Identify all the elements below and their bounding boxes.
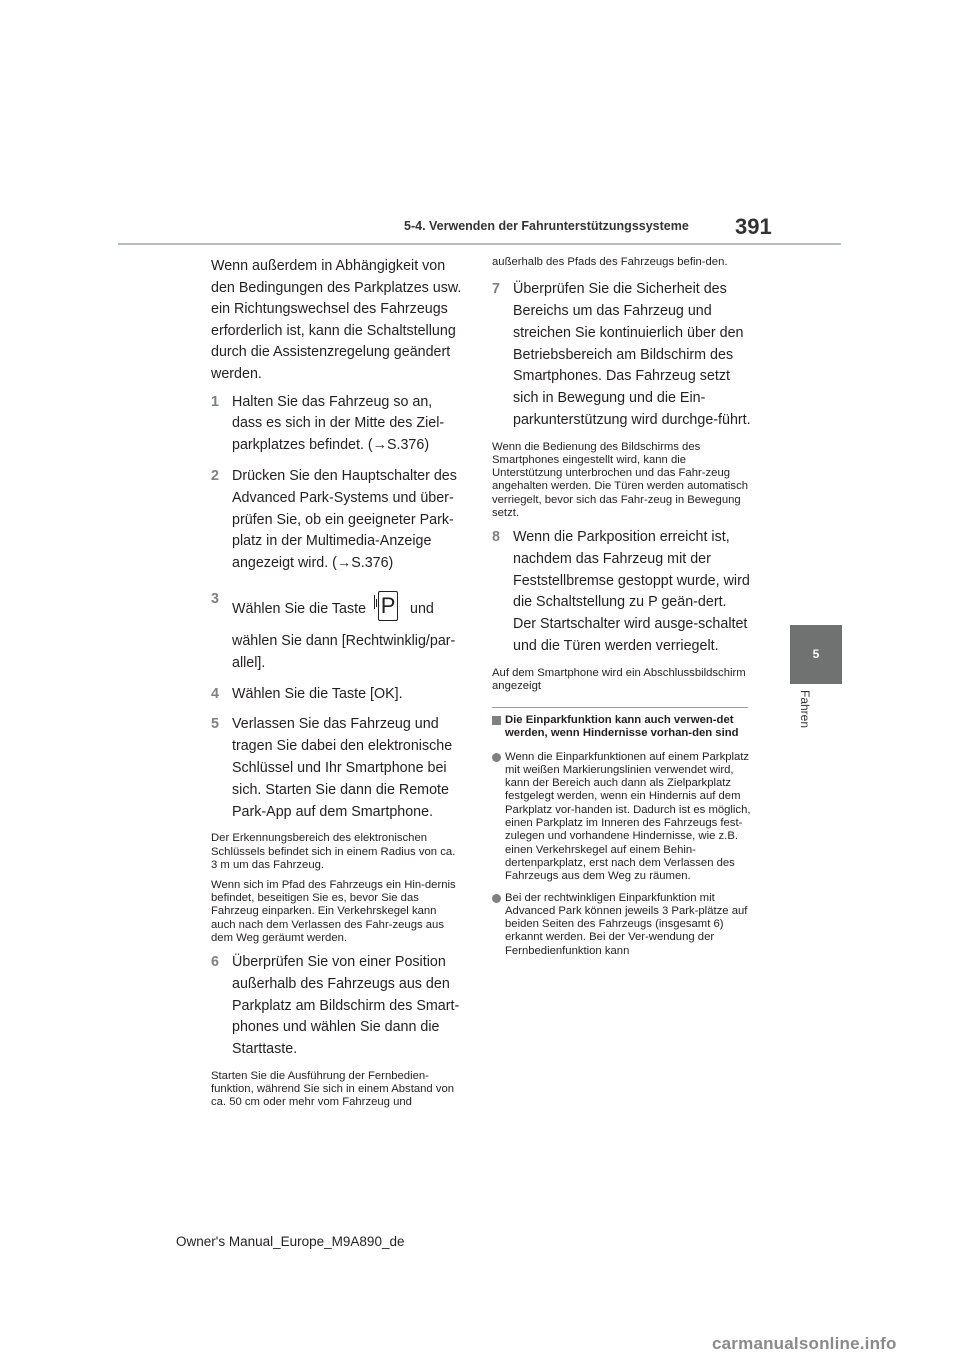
step-number: 1	[211, 393, 219, 410]
step-6	[211, 952, 463, 1061]
list-item-text: Wenn die Einparkfunktionen auf einem Parkplatz mit weißen Markierungslinien verwendet wird, kann der Bereich auch dann als Zielparkplatz festgelegt werden, wenn ein Hindernis auf dem Parkplatz vor-handen ist. Dadurch ist es möglich, einen Parkplatz im Inneren des Fahrzeugs fest-zulegen und vorhandene Hindernisse, wie z.B. einen Verkehrskegel auf einem Behin-dertenparkplatz, erst nach dem Verlassen des Fahrzeugs aus dem Weg zu räumen.	[505, 750, 751, 883]
step-text: Wenn die Parkposition erreicht ist, nachdem das Fahrzeug mit der Feststellbremse gestoppt wurde, wird die Schaltstellung zu P geän-dert. Der Startschalter wird ausge-schaltet und die Türen werden verriegelt.	[513, 529, 750, 654]
step-text-after: und	[410, 600, 434, 617]
step-text-before: Wählen Sie die Taste	[232, 600, 367, 617]
step-number: 6	[211, 953, 219, 970]
list-item	[492, 751, 752, 884]
section-heading	[492, 714, 752, 740]
step-4	[211, 684, 463, 706]
list-item-text: Bei der rechtwinkligen Einparkfunktion mit Advanced Park können jeweils 3 Park-plätze auf beiden Seiten des Fahrzeugs (insgesamt 6) erkannt werden. Bei der Ver-wendung der Fernbedienfunktion kann	[505, 891, 748, 957]
step-text: Halten Sie das Fahrzeug so an, dass es sich in der Mitte des Ziel-parkplatzes befindet. (→S.376)	[232, 393, 445, 454]
chapter-tab: 5	[790, 625, 842, 684]
step-number: 2	[211, 467, 219, 484]
page-number: 391	[735, 214, 772, 239]
step-1	[211, 392, 463, 457]
left-column	[211, 256, 463, 1117]
note: Auf dem Smartphone wird ein Abschlussbildschirm angezeigt	[492, 666, 746, 692]
list-item	[492, 892, 752, 958]
watermark: carmanualsonline.info	[712, 1334, 897, 1353]
step-number: 7	[492, 281, 500, 298]
step-8	[492, 527, 752, 658]
right-column	[492, 256, 752, 966]
step-text: Verlassen Sie das Fahrzeug und tragen Sie dabei den elektronische Schlüssel und Ihr Smartphone bei sich. Starten Sie dann die Remote Park-App auf dem Smartphone.	[232, 716, 453, 820]
step-text-line2: wählen Sie dann [Rechtwinklig/par-allel].	[232, 632, 456, 671]
section-divider	[492, 707, 748, 708]
icon-glyph: P	[378, 591, 398, 621]
step-text: Drücken Sie den Hauptschalter des Advanced Park-Systems und über-prüfen Sie, ob ein geeigneter Park-platz in der Multimedia-Anzeige angezeigt wird. (→S.376)	[232, 467, 457, 572]
note: Wenn sich im Pfad des Fahrzeugs ein Hin-dernis befindet, beseitigen Sie es, bevor Sie das Fahrzeug einparken. Ein Verkehrskegel kann auch nach dem Verlassen des Fahr-zeugs aus dem Weg geräumt werden.	[211, 878, 456, 944]
step-number: 4	[211, 685, 219, 702]
step-text: Wählen Sie die Taste [OK].	[232, 685, 403, 702]
note: Starten Sie die Ausführung der Fernbedien-funktion, während Sie sich in einem Abstand von ca. 50 cm oder mehr vom Fahrzeug und	[211, 1069, 455, 1109]
section-title: 5-4. Verwenden der Fahrunterstützungssysteme	[404, 219, 689, 233]
square-bullet-icon	[492, 716, 501, 725]
park-p-icon	[374, 589, 402, 625]
continued-note: außerhalb des Pfads des Fahrzeugs befin-den.	[492, 256, 728, 268]
step-5	[211, 714, 463, 823]
step-number: 3	[211, 590, 219, 607]
step-text: Überprüfen Sie die Sicherheit des Bereichs um das Fahrzeug und streichen Sie kontinuierlich über den Betriebsbereich am Bildschirm des Smartphones. Das Fahrzeug setzt sich in Bewegung und die Ein-parkunterstützung wird durchge-führt.	[513, 281, 751, 428]
circle-bullet-icon	[492, 894, 501, 903]
manual-id: Owner's Manual_Europe_M9A890_de	[176, 1234, 405, 1249]
step-text: Überprüfen Sie von einer Position außerhalb des Fahrzeugs aus den Parkplatz am Bildschirm des Smart-phones und wählen Sie dann die Starttaste.	[232, 953, 460, 1058]
intro-paragraph: Wenn außerdem in Abhängigkeit von den Bedingungen des Parkplatzes usw. ein Richtungswechsel des Fahrzeugs erforderlich ist, kann die Schaltstellung durch die Assistenzregelung geändert werden.	[211, 258, 462, 382]
note: Der Erkennungsbereich des elektronischen Schlüssels befindet sich in einem Radius von ca. 3 m um das Fahrzeug.	[211, 832, 456, 871]
step-number: 5	[211, 716, 219, 733]
step-number: 8	[492, 529, 500, 545]
note: Wenn die Bedienung des Bildschirms des Smartphones eingestellt wird, kann die Unterstützung unterbrochen und das Fahr-zeug angehalten werden. Die Türen werden automatisch verriegelt, bevor sich das Fahr-zeug in Bewegung setzt.	[492, 440, 749, 519]
header-divider	[118, 243, 841, 245]
step-3	[211, 589, 463, 675]
step-7	[492, 279, 752, 432]
chapter-label: Fahren	[798, 690, 812, 729]
step-2	[211, 466, 463, 575]
circle-bullet-icon	[492, 753, 501, 762]
section-heading-text: Die Einparkfunktion kann auch verwen-det werden, wenn Hindernisse vorhan-den sind	[505, 714, 739, 740]
